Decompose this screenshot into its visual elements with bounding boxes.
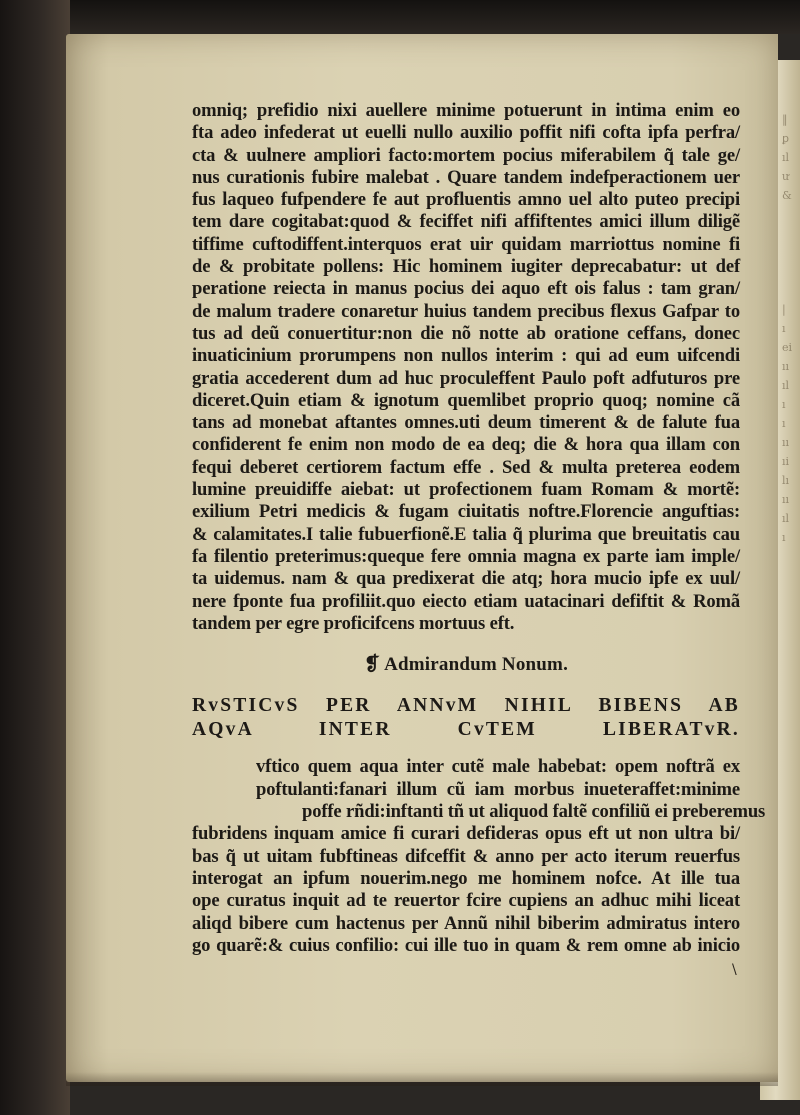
text-line: lumine preuidiffe aiebat: ut profectionem fuam Romam & mortẽ: [192, 479, 740, 501]
text-line: cta & uulnere ampliori facto:mortem pocius miferabilem q̃ tale ge/ [192, 144, 740, 166]
text-line: interogat an ipfum nouerim.nego me hominem nofce. At ille tua [192, 867, 740, 889]
bottom-shadow [66, 1072, 778, 1086]
top-shadow [0, 0, 800, 34]
text-line: poftulanti:fanari illum cũ iam morbus inueteraffet:minime [256, 778, 740, 800]
text-line: de & probitate pollens: Hic hominem iugiter deprecabatur: ut def [192, 256, 740, 278]
text-line: confiderent fe enim non modo de ea deq; die & hora qua illam con [192, 434, 740, 456]
chapter-title-line: RvSTICvS PER ANNvM NIHIL BIBENS AB [192, 695, 740, 717]
text-line: fa filentio preterimus:queque fere omnia magna ex parte iam imple/ [192, 545, 740, 567]
text-line: fus laqueo fufpendere fe aut profluentis amno uel alto puteo precipi [192, 189, 740, 211]
text-line: fubridens inquam amice fi curari defideras opus eft ut non ultra bi/ [192, 823, 740, 845]
text-line: diceret.Quin etiam & ignotum quemlibet proprio quoq; nomine cã [192, 389, 740, 411]
text-line: tem dare cogitabat:quod & feciffet nifi affiftentes amici illum diligẽ [192, 211, 740, 233]
text-line: inuaticinium prorumpens non nullos interim : qui ad eum uifcendi [192, 345, 740, 367]
book-binding [0, 0, 70, 1115]
paragraph-new [192, 756, 766, 957]
text-line: tans ad monebat aftantes omnes.uti deum timerent & de falute fua [192, 412, 740, 434]
heading-text: Admirandum Nonum. [384, 654, 569, 676]
text-line: exilium Petri medicis & fugam ciuitatis noftre.Florencie anguftias: [192, 501, 740, 523]
page-text [192, 100, 766, 957]
pilcrow-icon: ❡ [363, 654, 381, 676]
text-line: poffe rñdi:inftanti tñ ut aliquod faltẽ confiliũ ei preberemus [302, 801, 766, 823]
section-heading [192, 654, 740, 676]
text-line: go quarẽ:& cuius confilio: cui ille tuo in quam & rem omne ab inicio [192, 934, 740, 956]
chapter-title [192, 694, 740, 742]
chapter-title-line: AQvA INTER CvTEM LIBERATvR. [192, 719, 740, 741]
text-line: fequi deberet certiorem factum effe . Sed & multa preterea eodem [192, 456, 740, 478]
text-line: nere fponte fua profiliit.quo eiecto etiam uatacinari defiftit & Romã [192, 590, 740, 612]
margin-mark: \ [732, 962, 737, 978]
text-line: ope curatus inquit ad te reuertor fcire cupiens an adhuc mihi liceat [192, 890, 740, 912]
text-line: nus curationis fubire malebat . Quare tandem indefperactionem uer [192, 166, 740, 188]
text-line: aliqd bibere cum hactenus per Annũ nihil biberim admiratus intero [192, 912, 740, 934]
text-line: tus ad deũ conuertitur:non die nõ notte ab oratione ceffans, donec [192, 322, 740, 344]
text-line: gratia accederent dum ad huc proculeffent Paulo poft adfuturos pre [192, 367, 740, 389]
text-line: & calamitates.I talie fubuerfionẽ.E talia q̃ plurima que breuitatis cau [192, 523, 740, 545]
text-line: tandem per egre proficifcens mortuus eft. [192, 612, 515, 634]
paragraph-continued [192, 100, 740, 635]
text-line: tiffime cuftodiffent.interquos erat uir quidam marriottus nomine fi [192, 233, 740, 255]
text-line: ta uidemus. nam & qua predixerat die atq; hora mucio ipfe ex uul/ [192, 568, 740, 590]
text-line: peratione reiecta in manus pocius dei aquo eft ois falus : tam gran/ [192, 278, 740, 300]
text-line: vftico quem aqua inter cutẽ male habebat: opem noftrã ex [256, 756, 740, 778]
text-line: bas q̃ ut uitam fubftineas difceffit & anno per acto iterum reuerfus [192, 845, 740, 867]
text-line: fta adeo infederat ut euelli nullo auxilio poffit nifi cofta ipfa perfra/ [192, 122, 740, 144]
text-line: omniq; prefidio nixi auellere minime potuerunt in intima enim eo [192, 100, 740, 121]
bleed-through-fragments: ‖ ꝑ ıl ư & | ı ei ıı ıl ı ı ıı ıi lı ıı ıl ı [782, 113, 793, 544]
text-line: de malum tradere conaretur huius tandem precibus flexus Gafpar to [192, 300, 740, 322]
